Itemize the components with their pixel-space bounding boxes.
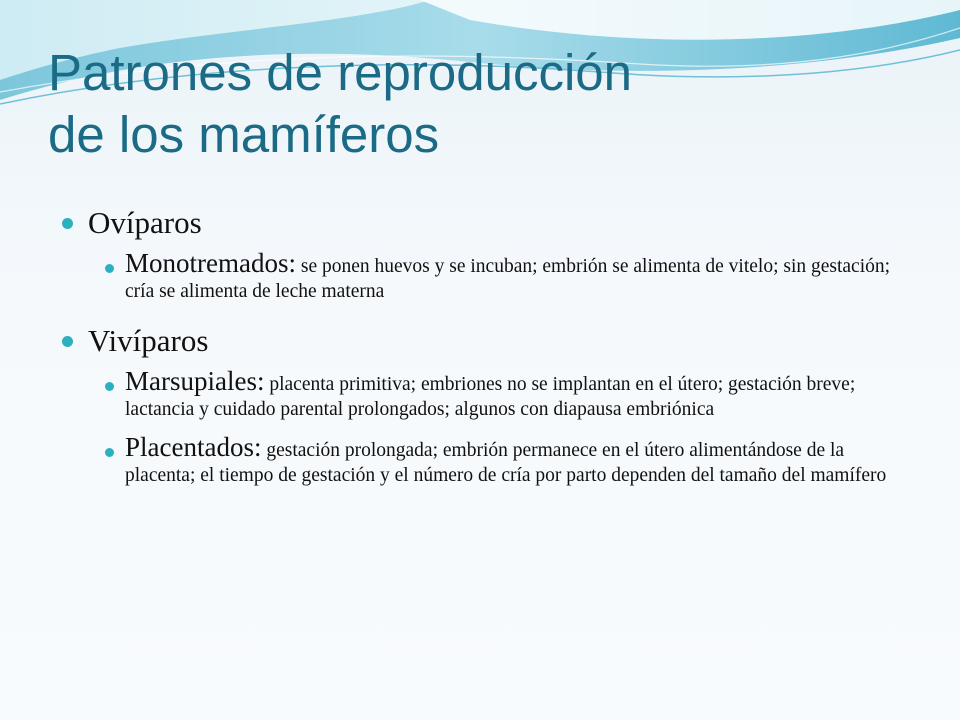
bullet-dot-icon [105,448,114,457]
title-line-1: Patrones de reproducción [48,44,633,101]
subbullet-description: gestación prolongada; embrión permanece en el útero alimentándose de la placenta; el tiempo de gestación y el número de cría por parto dependen del tamaño del mamífero [125,440,887,486]
bullet-dot-icon [62,218,73,229]
subbullet-term: Placentados: [125,432,262,462]
bullet-dot-icon [62,336,73,347]
slide-title [48,42,908,166]
subbullet-term: Monotremados: [125,248,296,278]
bullet-dot-icon [105,382,114,391]
subbullet-description: placenta primitiva; embriones no se implantan en el útero; gestación breve; lactancia y cuidado parental prolongados; algunos con diapausa embriónica [125,374,856,420]
bullet-label: Vivíparos [88,323,209,358]
subbullet-placentados [125,432,910,489]
bullet-label: Ovíparos [88,205,202,240]
subbullet-monotremados [125,248,910,305]
bullet-viviparos [60,323,910,359]
subbullet-term: Marsupiales: [125,366,265,396]
subbullet-marsupiales [125,366,910,423]
bullet-oviparos [60,205,910,241]
title-line-2: de los mamíferos [48,106,440,163]
bullet-list [60,205,910,501]
subbullet-description: se ponen huevos y se incuban; embrión se alimenta de vitelo; sin gestación; cría se alimenta de leche materna [125,256,891,302]
bullet-dot-icon [105,264,114,273]
